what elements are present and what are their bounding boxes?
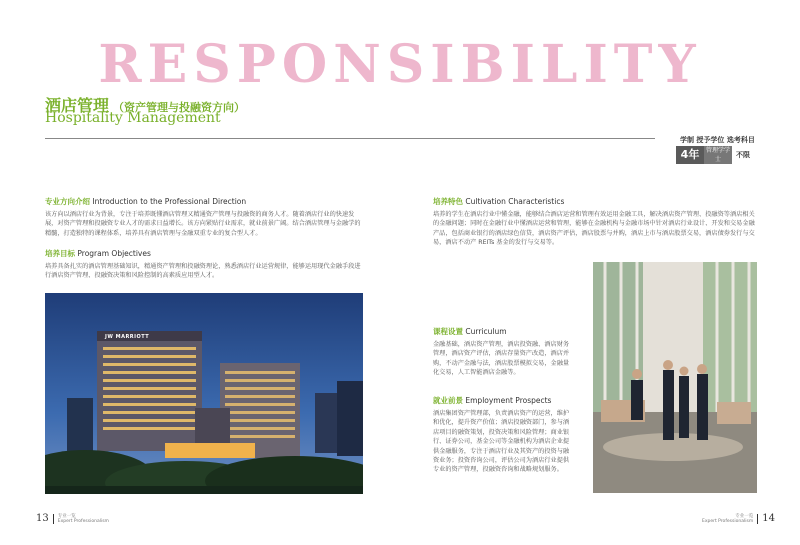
badge-degree: 管理学学士	[705, 147, 730, 163]
degree-badge	[676, 146, 754, 164]
hotel-sign: JW MARRIOTT	[105, 334, 150, 340]
intro-heading: 专业方向介绍 Introduction to the Professional Direction	[45, 197, 247, 206]
courses-heading: 课程设置 Curriculum	[433, 327, 507, 336]
badge-subjects: 不限	[736, 151, 750, 159]
banner-title: RESPONSIBILITY	[98, 34, 702, 95]
badge-header: 学制 授予学位 选考科目	[680, 136, 755, 144]
title-cn-sub: （资产管理与投融资方向）	[113, 101, 246, 114]
goals-text: 培养具备扎实的酒店管理基础知识，精通资产管理和投融资理论，熟悉酒店行业运营规律，能够运用现代金融手段进行酒店资产管理、投融资决策和风险控制的高素质应用型人才。	[45, 263, 361, 280]
footer-left	[36, 513, 109, 524]
footer-label-left: 专业一览 Expert Professionalism	[57, 513, 109, 524]
footer-label-right: 专业一览 Expert Professionalism	[702, 513, 754, 524]
hotel-photo	[45, 293, 363, 494]
badge-years: 4年	[676, 146, 704, 164]
intro-text: 该方向以酒店行业为背景，专注于培养既懂酒店管理又精通资产管理与投融资的商务人才。随着酒店行业的快速发展，对资产管理和投融资专业人才的需求日益增长。该方向紧贴行业需求，就业前景广阔。结合酒店管理与金融学的精髓，打造独特的课程体系，培养具有酒店管理与金融双重专业的复合型人才。	[45, 211, 361, 237]
courses-text: 金融基础，酒店资产管理，酒店投资融、酒店财务管理，酒店资产评估，酒店存量资产改造，酒店并购，不动产金融与法，酒店股票模拟交易，金融量化交易，人工智能酒店金融等。	[433, 341, 570, 377]
divider	[45, 138, 655, 139]
features-heading: 培养特色 Cultivation Characteristics	[433, 197, 565, 206]
page-number-left: 13	[36, 513, 49, 524]
features-text: 培养的学生在酒店行业中懂金融，能够结合酒店运营和管理有效运用金融工具，解决酒店资产管理、投融资等酒店相关的金融问题；同时在金融行业中懂酒店运营和管理，能够在金融机构与金融市场中针对酒店行业设计、开发和交易金融产品，包括商业银行的酒店绿色信贷，酒店资产评估，酒店股票与并购，酒店上市与酒店股票交易，酒店债券发行与交易，酒店不动产 REITs 基金的发行与交易等。	[433, 211, 755, 247]
footer-right	[702, 513, 775, 524]
title-en: Hospitality Management	[45, 110, 221, 126]
jobs-text: 酒店集团资产管理部，负责酒店资产的运营，维护和优化，提升资产价值；酒店投融资部门，参与酒店项目的融资策划，投资决策和风险管理；商业银行、证券公司，基金公司等金融机构为酒店企业提供金融服务，专注于酒店行业及其资产的投资与融资业务；投资咨询公司，评估公司为酒店行业提供专业的资产管理，投融资咨询和战略规划服务。	[433, 410, 570, 474]
title-cn: 酒店管理	[45, 96, 110, 115]
jobs-heading: 就业前景 Employment Prospects	[433, 396, 552, 405]
lobby-photo	[593, 262, 757, 493]
page-number-right: 14	[762, 513, 775, 524]
goals-heading: 培养目标 Program Objectives	[45, 249, 151, 258]
